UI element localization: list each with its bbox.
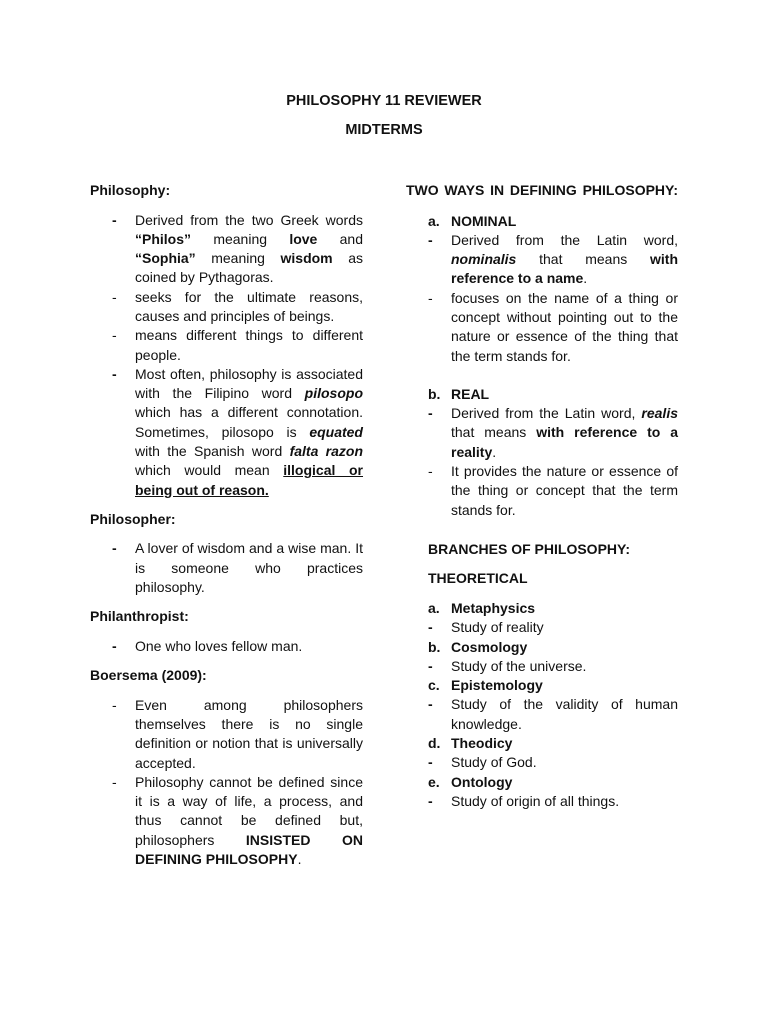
text-span: One who loves fellow man. — [135, 637, 303, 654]
text-span: . — [297, 851, 302, 868]
section-heading-philanthropist: Philanthropist: — [90, 608, 189, 625]
branch-item-cosmology — [406, 638, 678, 657]
bullet-marker: - — [112, 637, 117, 654]
bullet-marker: - — [428, 231, 433, 248]
text-span: that means — [516, 251, 650, 268]
branch-name: Theodicy — [451, 735, 513, 752]
branch-description: Study of origin of all things. — [451, 792, 620, 809]
bullet-marker: - — [112, 365, 117, 382]
philosopher-list — [90, 539, 363, 597]
list-item — [90, 365, 363, 500]
branch-item-ontology — [406, 773, 678, 792]
branch-name: Ontology — [451, 773, 513, 790]
branch-description: Study of God. — [451, 754, 537, 771]
text-span: Derived from the Latin word, — [451, 231, 678, 248]
list-item — [406, 792, 678, 811]
branch-name: Epistemology — [451, 677, 543, 694]
text-span: means different things to different people. — [135, 327, 363, 363]
list-item — [90, 211, 363, 288]
text-span: Derived from the Latin word, — [451, 405, 642, 422]
list-item — [406, 462, 678, 520]
branch-item-metaphysics — [406, 599, 678, 618]
list-item — [90, 773, 363, 869]
text-span: Most often, philosophy is associated with the Filipino word — [135, 365, 363, 402]
section-heading-boersema: Boersema (2009): — [90, 667, 207, 684]
list-item — [90, 326, 363, 365]
real-list — [406, 385, 678, 520]
bullet-marker: - — [428, 792, 433, 809]
subheading-theoretical: THEORETICAL — [428, 570, 528, 587]
term-philos: “Philos” — [135, 230, 192, 247]
label-real: REAL — [451, 385, 490, 402]
bullet-marker: - — [428, 619, 433, 636]
text-span: meaning — [195, 250, 281, 267]
bullet-marker: - — [112, 327, 117, 344]
document-subtitle: MIDTERMS — [345, 122, 423, 138]
list-marker: a. — [428, 599, 440, 616]
document-title: PHILOSOPHY 11 REVIEWER — [286, 93, 482, 109]
section-heading-two-ways: TWO WAYS IN DEFINING PHILOSOPHY: — [406, 182, 678, 198]
branch-item-theodicy — [406, 734, 678, 753]
term-falta-razon: falta razon — [289, 443, 364, 460]
term-insisted: INSISTED ON DEFINING PHILOSOPHY — [135, 831, 363, 868]
nominal-list — [406, 212, 678, 366]
philanthropist-list — [90, 637, 363, 656]
term-realis: realis — [641, 405, 678, 422]
bullet-marker: - — [428, 657, 433, 674]
bullet-marker: - — [112, 540, 117, 557]
bullet-marker: - — [428, 463, 433, 480]
bullet-marker: - — [112, 211, 117, 228]
text-span: seeks for the ultimate reasons, causes and principles of beings. — [135, 288, 363, 324]
list-marker: a. — [428, 212, 440, 229]
term-illogical: illogical or being out of reason. — [135, 462, 364, 498]
bullet-marker: - — [428, 289, 433, 306]
branch-name: Cosmology — [451, 638, 528, 655]
branch-description: Study of the universe. — [451, 657, 587, 674]
label-nominal: NOMINAL — [451, 212, 517, 229]
boersema-list — [90, 696, 363, 870]
list-item — [406, 753, 678, 772]
text-span: which has a different connotation. Sometimes, pilosopo is — [135, 404, 363, 440]
list-item — [90, 288, 363, 327]
right-column — [406, 181, 678, 811]
term-nominalis: nominalis — [451, 251, 517, 268]
branch-description: Study of the validity of human knowledge. — [451, 696, 678, 732]
list-item — [406, 289, 678, 366]
term-reference-name: with reference to a name — [451, 251, 678, 287]
list-item — [406, 404, 678, 462]
list-item — [90, 539, 363, 597]
text-span: Derived from the two Greek words — [135, 211, 363, 228]
left-column — [90, 181, 363, 869]
bullet-marker: - — [112, 773, 117, 790]
list-item-real — [406, 385, 678, 404]
list-item — [406, 618, 678, 637]
list-marker: c. — [428, 677, 440, 694]
branch-description: Study of reality — [451, 619, 544, 636]
text-span: . — [583, 270, 588, 287]
text-span: meaning — [191, 230, 290, 247]
bullet-marker: - — [112, 696, 117, 713]
text-span: that means — [451, 424, 537, 441]
text-span: and — [317, 230, 364, 247]
philosophy-list — [90, 211, 363, 500]
list-marker: d. — [428, 735, 441, 752]
section-heading-philosophy: Philosophy: — [90, 182, 171, 198]
text-span: Even among philosophers themselves there is no single definition or notion that is universally accepted. — [135, 696, 363, 771]
text-span: A lover of wisdom and a wise man. It is someone who practices philosophy. — [135, 540, 363, 596]
list-item-nominal — [406, 212, 678, 231]
list-item — [90, 637, 363, 656]
branches-list — [406, 599, 678, 811]
bullet-marker: - — [428, 754, 433, 771]
text-span: It provides the nature or essence of the thing or concept that the term stands for. — [451, 463, 678, 518]
list-item — [90, 696, 363, 773]
term-sophia: “Sophia” — [135, 250, 196, 267]
list-marker: e. — [428, 773, 440, 790]
term-love: love — [289, 230, 318, 247]
list-marker: b. — [428, 638, 441, 655]
section-heading-branches: BRANCHES OF PHILOSOPHY: — [428, 540, 630, 557]
branch-name: Metaphysics — [451, 599, 536, 616]
text-span: focuses on the name of a thing or concept without pointing out to the nature or essence of the thing that the term stands for. — [451, 289, 678, 364]
list-marker: b. — [428, 385, 441, 402]
bullet-marker: - — [428, 405, 433, 422]
text-span: . — [492, 443, 497, 460]
term-equated: equated — [309, 423, 363, 440]
term-wisdom: wisdom — [280, 250, 333, 267]
text-span: Philosophy cannot be defined since it is a way of life, a process, and thus cannot be defined but, philosophers — [135, 773, 363, 848]
bullet-marker: - — [112, 288, 117, 305]
text-span: which would mean — [135, 462, 284, 479]
list-item — [406, 231, 678, 289]
text-span: with the Spanish word — [135, 443, 290, 460]
term-reference-reality: with reference to a reality — [451, 424, 679, 460]
list-item — [406, 657, 678, 676]
text-span: as coined by Pythagoras. — [135, 250, 363, 286]
branch-item-epistemology — [406, 676, 678, 695]
list-item — [406, 695, 678, 734]
bullet-marker: - — [428, 696, 433, 713]
section-heading-philosopher: Philosopher: — [90, 510, 176, 527]
term-pilosopo: pilosopo — [304, 385, 363, 402]
